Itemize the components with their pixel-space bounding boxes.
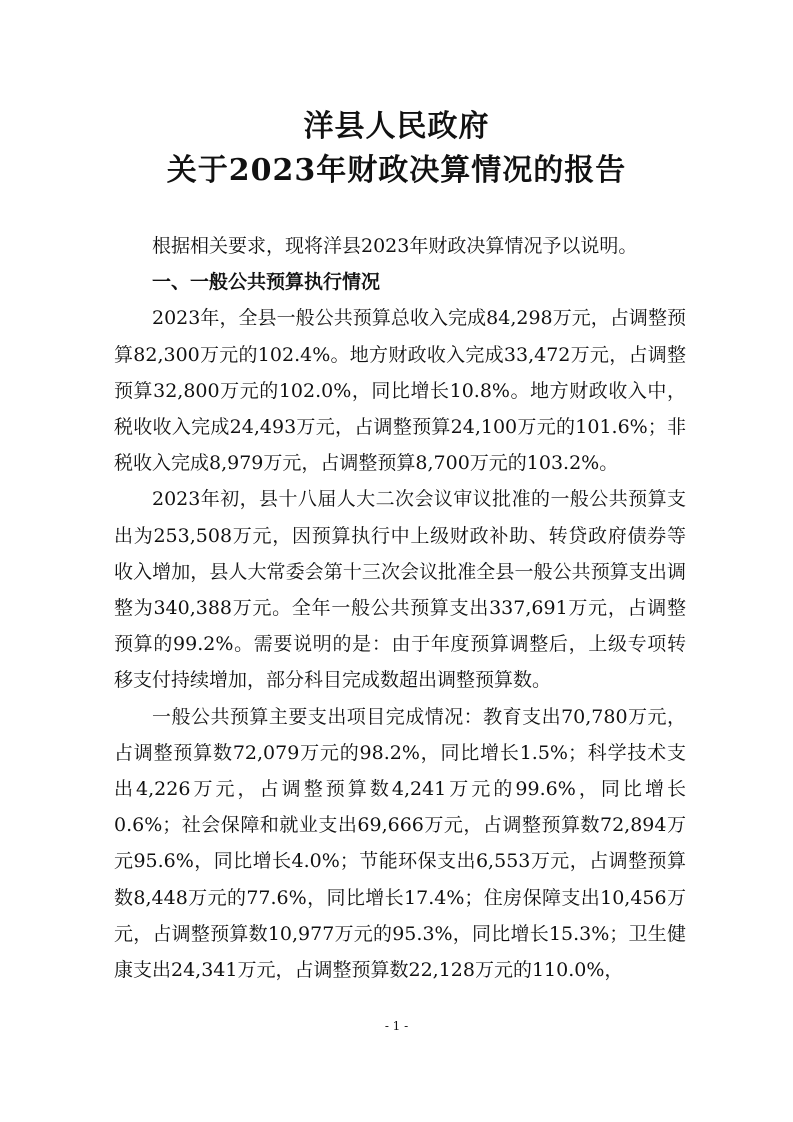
- page-number: - 1 -: [384, 1019, 409, 1033]
- expenditure-paragraph: 2023年初，县十八届人大二次会议审议批准的一般公共预算支出为253,508万元，因预算执行中上级财政补助、转贷政府债券等收入增加，县人大常委会第十三次会议批准全县一般公共预算支出调整为340,388万元。全年一般公共预算支出337,691万元，占调整预算的99.2%。需要说明的是：由于年度预算调整后，上级专项转移支付持续增加，部分科目完成数超出调整预算数。: [114, 488, 686, 692]
- section-heading-general-budget: 一、一般公共预算执行情况: [152, 271, 381, 294]
- expenditure-items-paragraph: 一般公共预算主要支出项目完成情况：教育支出70,780万元，占调整预算数72,079万元的98.2%，同比增长1.5%；科学技术支出4,226万元，占调整预算数4,241万元的99.6%，同比增长0.6%；社会保障和就业支出69,666万元，占调整预算数72,894万元95.6%，同比增长4.0%；节能环保支出6,553万元，占调整预算数8,448万元的77.6%，同比增长17.4%；住房保障支出10,456万元，占调整预算数10,977万元的95.3%，同比增长15.3%；卫生健康支出24,341万元，占调整预算数22,128万元的110.0%，: [114, 705, 686, 982]
- revenue-paragraph: 2023年，全县一般公共预算总收入完成84,298万元，占调整预算82,300万元的102.4%。地方财政收入完成33,472万元，占调整预算32,800万元的102.0%，同比增长10.8%。地方财政收入中，税收收入完成24,493万元，占调整预算24,100万元的101.6%；非税收入完成8,979万元，占调整预算8,700万元的103.2%。: [114, 307, 686, 475]
- title-line-government: 洋县人民政府: [303, 109, 490, 144]
- title-line-report: 关于2023年财政决算情况的报告: [166, 153, 627, 188]
- report-title: [0, 105, 793, 193]
- report-body: [114, 228, 686, 988]
- intro-paragraph: 根据相关要求，现将洋县2023年财政决算情况予以说明。: [152, 235, 638, 257]
